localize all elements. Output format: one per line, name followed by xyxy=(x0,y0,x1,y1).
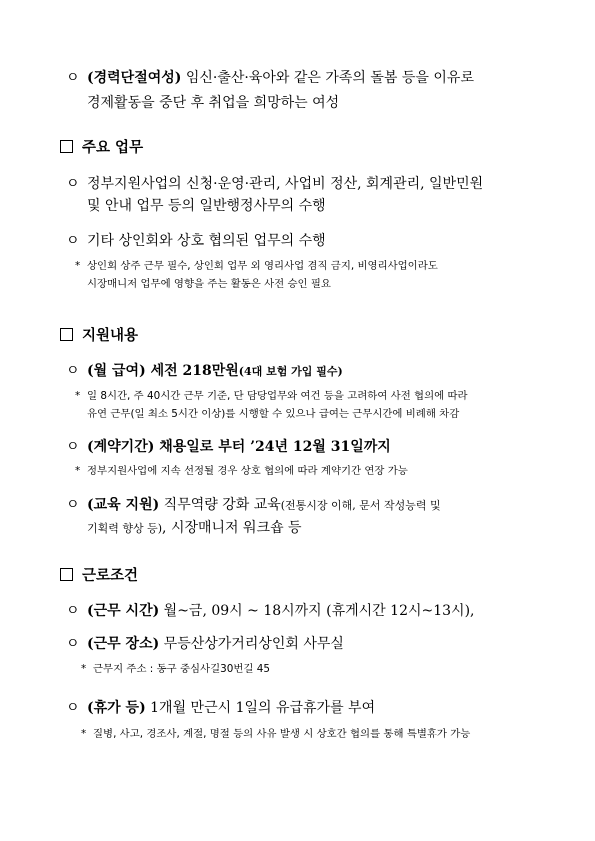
note-marker: * xyxy=(81,663,87,675)
section-heading-conditions: 근로조건 xyxy=(60,566,138,586)
bullet-marker: ㅇ xyxy=(66,497,80,513)
education-line-1 xyxy=(87,495,441,516)
salary-note-line-2: 유연 근무(일 최소 5시간 이상)를 시행할 수 있으나 급여는 근무시간에 비례해 차감 xyxy=(87,408,460,420)
leave-term: (휴가 등) xyxy=(87,700,146,716)
checkbox-square-icon xyxy=(60,568,73,581)
work-place-note: 근무지 주소 : 동구 중심사길30번길 45 xyxy=(93,663,270,675)
bullet-marker: ㅇ xyxy=(66,363,80,379)
note-marker: * xyxy=(75,260,81,272)
section-heading-duties: 주요 업무 xyxy=(60,138,143,158)
intro-line-2: 경제활동을 중단 후 취업을 희망하는 여성 xyxy=(87,95,340,111)
duties-item-2: 기타 상인회와 상호 협의된 업무의 수행 xyxy=(87,233,326,249)
education-term: (교육 지원) xyxy=(87,497,160,513)
leave-note: 질병, 사고, 경조사, 계절, 명절 등의 사유 발생 시 상호간 협의를 통해 특별휴가 가능 xyxy=(93,728,471,740)
work-place xyxy=(87,634,344,654)
bullet-marker: ㅇ xyxy=(66,603,80,619)
section-heading-support: 지원내용 xyxy=(60,326,138,346)
bullet-marker: ㅇ xyxy=(66,636,80,652)
note-marker: * xyxy=(81,728,87,740)
work-hours-term: (근무 시간) xyxy=(87,603,160,619)
bullet-marker: ㅇ xyxy=(66,700,80,716)
education-detail: (전통시장 이해, 문서 작성능력 및 xyxy=(280,499,441,512)
work-place-term: (근무 장소) xyxy=(87,636,160,652)
salary-insurance: (4대 보험 가입 필수) xyxy=(238,365,343,378)
duties-item-1-line-1: 정부지원사업의 신청·운영·관리, 사업비 정산, 회계관리, 일반민원 xyxy=(87,176,484,192)
contract-period: (계약기간) 채용일로 부터 ’24년 12월 31일까지 xyxy=(87,439,391,455)
bullet-marker: ㅇ xyxy=(66,70,80,86)
intro-text: 임신·출산·육아와 같은 가족의 돌봄 등을 이유로 xyxy=(181,70,474,86)
duties-item-1-line-2: 및 안내 업무 등의 일반행정사무의 수행 xyxy=(87,198,326,214)
education-text: 직무역량 강화 교육 xyxy=(159,497,281,513)
education-workshop: , 시장매니저 워크숍 등 xyxy=(162,520,302,536)
education-detail-cont: 기획력 향상 등) xyxy=(87,522,163,535)
salary-main: (월 급여) 세전 218만원 xyxy=(87,363,239,379)
contract-note: 정부지원사업에 지속 선정될 경우 상호 협의에 따라 계약기간 연장 가능 xyxy=(87,465,408,477)
leave xyxy=(87,698,375,718)
checkbox-square-icon xyxy=(60,328,73,341)
bullet-marker: ㅇ xyxy=(66,176,80,192)
bullet-marker: ㅇ xyxy=(66,233,80,249)
duties-note-line-2: 시장매니저 업무에 영향을 주는 활동은 사전 승인 필요 xyxy=(87,278,331,290)
work-hours-text: 월~금, 09시 ~ 18시까지 (휴게시간 12시~13시), xyxy=(159,603,475,619)
note-marker: * xyxy=(75,465,81,477)
note-marker: * xyxy=(75,390,81,402)
intro-term: (경력단절여성) xyxy=(87,70,182,86)
education-line-2 xyxy=(87,518,302,539)
checkbox-square-icon xyxy=(60,140,73,153)
bullet-marker: ㅇ xyxy=(66,439,80,455)
salary-line xyxy=(87,361,343,382)
leave-text: 1개월 만근시 1일의 유급휴가를 부여 xyxy=(145,700,376,716)
intro-line-1 xyxy=(87,68,474,88)
duties-note-line-1: 상인회 상주 근무 필수, 상인회 업무 외 영리사업 겸직 금지, 비영리사업이라도 xyxy=(87,260,438,272)
work-place-text: 무등산상가거리상인회 사무실 xyxy=(159,636,344,652)
salary-note-line-1: 일 8시간, 주 40시간 근무 기준, 단 담당업무와 여건 등을 고려하여 사전 협의에 따라 xyxy=(87,390,468,402)
work-hours xyxy=(87,601,474,621)
